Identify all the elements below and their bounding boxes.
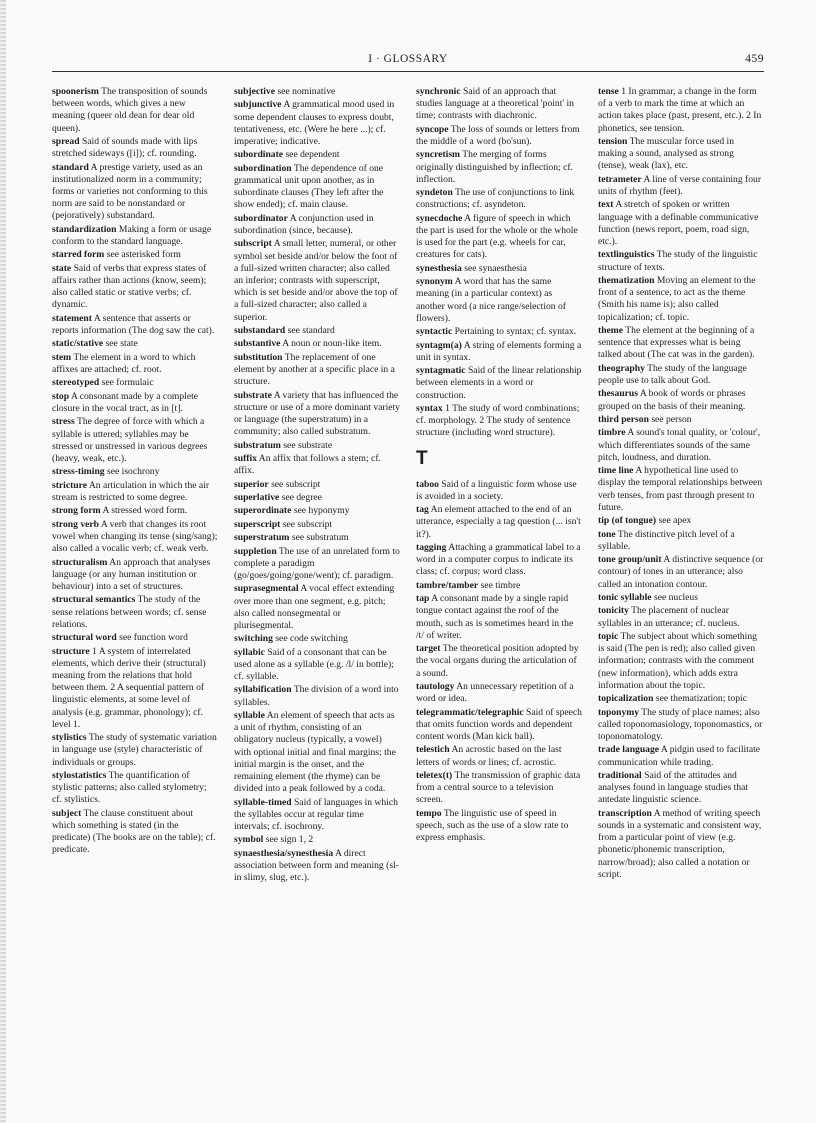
definition: An acrostic based on the last letters of words or lines; cf. acrostic. [416,744,562,768]
glossary-entry [52,313,218,337]
definition: see subscript [271,478,321,490]
headword: switching [234,633,273,645]
definition: see apex [658,515,692,527]
headword: structure [52,645,90,657]
headword: text [598,199,614,211]
headword: tap [416,593,430,605]
headword: synaesthesia/synesthesia [234,847,334,859]
headword: subjunctive [234,99,282,111]
glossary-entry [52,352,218,376]
definition: see synaesthesia [464,262,527,274]
glossary-entry [598,275,764,324]
glossary-entry [416,479,582,503]
glossary-entry [234,479,400,491]
glossary-entry [416,124,582,148]
headword: thesaurus [598,388,638,400]
glossary-entry [234,532,400,544]
headword: substandard [234,324,286,336]
headword: tetrameter [598,173,642,185]
definition: A verb that changes its root vowel when changing its tense (sing/sang); also called a vocalic verb; cf. weak verb. [52,518,218,555]
headword: tense [598,86,619,97]
glossary-entry [598,707,764,744]
glossary-entry [416,187,582,211]
definition: Said of the linear relationship between elements in a word or construction. [416,365,582,401]
headword: substitution [234,351,283,363]
definition: The transposition of sounds between words, which gives a new meaning (queer old dean for dear old queen). [52,86,208,134]
headword: subordinator [234,212,288,224]
headword: trade language [598,744,660,756]
glossary-entry [598,770,764,807]
definition: An unnecessary repetition of a word or idea. [416,680,574,705]
page-number: 459 [745,53,764,65]
definition: The transmission of graphic data from a central source to a television screen. [416,769,581,806]
glossary-column-4 [598,86,764,1096]
glossary-entry [234,338,400,350]
glossary-entry [598,515,764,527]
definition: The theoretical position adopted by the vocal organs during the articulation of a sound. [416,643,579,679]
definition: A noun or noun-like item. [282,338,382,350]
definition: A small letter, numeral, or other symbol set beside and/or below the foot of a full-sized written character; also called an inferior; contrasts with superscript, which is set beside and/or above the top of a full-sized character; also called a superior. [234,238,398,323]
headword: tambre/tamber [416,579,479,591]
definition: A line of verse containing four units of rhythm (feet). [598,173,762,197]
glossary-entry [234,710,400,795]
glossary-entry [598,414,764,426]
glossary-entry [52,86,218,135]
glossary-entry [234,453,400,477]
definition: A stressed word form. [102,505,188,517]
definition: see standard [287,324,335,336]
headword: tension [598,136,628,147]
headword: topicalization [598,693,654,705]
definition: The dependence of one grammatical unit upon another, as in subordinate clauses (They left after the show ended); cf. main clause. [234,162,384,211]
headword: tone group/unit [598,554,662,566]
headword: third person [598,413,649,425]
definition: see code switching [275,633,348,645]
glossary-entry [52,136,218,160]
glossary-entry [52,416,218,465]
definition: Pertaining to syntax; cf. syntax. [454,326,577,338]
headword: toponymy [598,706,640,718]
glossary-entry [234,213,400,237]
headword: structural word [52,632,117,644]
definition: The study of the sense relations between words; cf. sense relations. [52,594,207,630]
definition: A stretch of spoken or written language with a definable communicative function (news report, poem, road sign, etc.). [598,199,759,247]
glossary-entry [416,213,582,262]
definition: The muscular force used in making a sound, analysed as strong (tense), weak (lax), etc. [598,136,734,172]
headword: structural semantics [52,594,136,606]
headword: structuralism [52,556,108,568]
headword: tonic syllable [598,591,652,603]
headword: syllable-timed [234,796,292,808]
running-head-title: I · GLOSSARY [368,53,448,65]
headword: statement [52,312,92,324]
definition: A hypothetical line used to display the temporal relationships between verb tenses, from past through present to future. [598,465,763,513]
definition: The merging of forms originally distinguished by inflection; cf. inflection. [416,149,573,185]
glossary-entry [416,86,582,123]
glossary-entry [234,390,400,439]
definition: The loss of sounds or letters from the middle of a word (bo'sun). [416,123,580,147]
headword: subject [52,807,82,819]
glossary-entry [416,365,582,402]
glossary-column-1 [52,86,218,1096]
headword: superlative [234,491,280,503]
headword: stop [52,390,70,402]
definition: Said of speech that omits function words and dependent content words (Man kick ball). [416,706,582,742]
headword: suprasegmental [234,583,299,595]
headword: tautology [416,680,455,692]
glossary-entry [52,377,218,389]
definition: see substratum [291,532,349,544]
definition: The quantification of stylistic patterns; also called stylometry; cf. stylistics. [52,769,207,806]
glossary-column-2 [234,86,400,1096]
headword: substantive [234,338,281,350]
glossary-entry [416,593,582,642]
definition: see hyponymy [293,505,350,517]
glossary-entry [598,808,764,881]
definition: The placement of nuclear syllables in an utterance; cf. nucleus. [598,605,740,629]
headword: syncope [416,123,449,135]
glossary-entry [598,174,764,198]
definition: A variety that has influenced the structure or use of a more dominant variety or language (the superstratum) in a community; also called substratum. [234,389,400,438]
definition: A vocal effect extending over more than one segment, e.g. pitch; also called nonsegmental or plurisegmental. [234,583,395,631]
glossary-entry [52,466,218,478]
glossary-entry [52,338,218,350]
headword: superior [234,478,269,490]
definition: see state [105,338,138,350]
glossary-entry [234,505,400,517]
glossary-entry [234,86,400,98]
headword: stylostatistics [52,769,107,781]
definition: A conjunction used in subordination (since, because). [234,212,374,236]
headword: tempo [416,807,442,819]
headword: subordination [234,162,292,174]
glossary-entry [234,440,400,452]
glossary-entry [52,505,218,517]
headword: syndeton [416,187,453,199]
definition: The study of the linguistic structure of texts. [598,249,758,273]
glossary-entry [416,681,582,705]
headword: strong form [52,505,101,517]
glossary-entry [416,744,582,768]
definition: A prestige variety, used as an institutionalized norm in a community; forms or varieties not conforming to this norm are said to be nonstandard or (pejoratively) substandard. [52,161,208,222]
definition: A book of words or phrases grouped on the basis of their meaning. [598,388,746,412]
definition: The division of a word into syllables. [234,684,399,708]
definition: The study of place names; also called toponomasiology, toponomastics, or toponomatology. [598,706,763,742]
definition: Said of a consonant that can be used alone as a syllable (e.g. /l/ in bottle); cf. syllable. [234,646,394,683]
definition: The subject about which something is said (The pen is red); also called given information; contrasts with the comment (new information), which adds extra information about the topic. [598,630,757,691]
section-letter: T [416,447,428,469]
glossary-entry [416,643,582,680]
headword: transcription [598,807,652,819]
headword: tonicity [598,605,629,617]
header-rule [52,71,764,72]
glossary-entry [234,352,400,389]
glossary-entry [52,732,218,769]
definition: see dependent [285,149,340,161]
glossary-entry [234,797,400,834]
definition: Said of languages in which the syllables occur at regular time intervals; cf. isochrony. [234,796,398,833]
definition: The study of the language people use to talk about God. [598,362,747,386]
definition: The study of systematic variation in language use (style) characteristic of individuals or groups. [52,732,217,768]
headword: syntagmatic [416,365,466,377]
glossary-entry [598,249,764,273]
headword: stereotyped [52,377,100,389]
glossary-entry [416,808,582,845]
definition: see formulaic [101,377,154,389]
glossary-entry [598,465,764,514]
glossary-entry [234,238,400,323]
headword: superscript [234,518,281,530]
glossary-entry [234,647,400,684]
headword: standard [52,161,89,173]
definition: A pidgin used to facilitate communication while trading. [598,744,761,768]
headword: suppletion [234,545,277,557]
glossary-entry [598,427,764,464]
definition: see sign 1, 2 [265,834,314,846]
glossary-entry [598,325,764,362]
headword: traditional [598,769,642,781]
glossary-entry [234,519,400,531]
definition: A grammatical mood used in some dependent clauses to express doubt, tentativeness, etc. (Were he here ...); cf. imperative; indicative. [234,99,395,147]
glossary-entry [234,583,400,632]
glossary-entry [52,263,218,312]
headword: superordinate [234,505,292,517]
glossary-entry [598,592,764,604]
definition: A distinctive sequence (or contour) of tones in an utterance; also called an intonation contour. [598,554,764,590]
headword: tagging [416,541,447,553]
headword: tip (of tongue) [598,515,657,527]
headword: thematization [598,274,655,286]
definition: A consonant made by a complete closure in the vocal tract, as in [t]. [52,390,199,414]
headword: static/stative [52,338,104,350]
headword: syllabification [234,684,292,696]
headword: theme [598,324,624,336]
definition: 1 In grammar, a change in the form of a verb to mark the time at which an action takes place (past, present, etc.). 2 In phonetics, see tension. [598,86,762,134]
definition: The clause constituent about which something is stated (in the predicate) (The books are on the table); cf. predicate. [52,807,216,856]
glossary-entry [598,529,764,553]
glossary-entry [416,263,582,275]
glossary-entry [52,557,218,594]
definition: A sentence that asserts or reports information (The dog saw the cat). [52,312,215,336]
headword: symbol [234,834,264,846]
glossary-entry [598,605,764,629]
glossary-entry [234,149,400,161]
headword: timbre [598,427,626,439]
glossary-entry [598,86,764,135]
headword: superstratum [234,532,290,544]
headword: subjective [234,86,276,97]
headword: taboo [416,478,439,490]
definition: The element in a word to which affixes are attached; cf. root. [52,351,196,375]
glossary-entry [598,693,764,705]
headword: state [52,262,72,274]
glossary-entry [598,199,764,248]
definition: An approach that analyses language (or any human institution or behaviour) into a set of structures. [52,556,211,592]
glossary-entry [234,633,400,645]
definition: see substrate [283,439,333,451]
definition: 1 A system of interrelated elements, which derive their (structural) meaning from the relations that hold between them. 2 A sequential pattern of linguistic elements, at some level of analysis (e.g. grammar, phonology); cf. level 1. [52,645,206,730]
glossary-entry [52,808,218,857]
definition: A word that has the same meaning (in a particular context) as another word (a nice range/selection of flowers). [416,276,566,324]
glossary-entry [598,363,764,387]
definition: The replacement of one element by another at a specific place in a structure. [234,351,395,388]
definition: see isochrony [107,466,160,478]
glossary-entry [52,480,218,504]
glossary-entry [416,770,582,807]
headword: synesthesia [416,262,462,274]
definition: A method of writing speech sounds in a systematic and consistent way, from a particular point of view (e.g. phonetic/phonemic transcription, narrow/broad); also called a notation or script. [598,807,762,880]
definition: The element at the beginning of a sentence that expresses what is being talked about (The cat was in the garden). [598,324,755,361]
definition: see thematization; topic [655,693,747,705]
glossary-entry [234,325,400,337]
running-head [52,53,764,67]
glossary-entry [52,594,218,631]
headword: spread [52,136,80,147]
glossary-entry [52,646,218,731]
glossary-entry [234,684,400,708]
glossary-entry [234,546,400,583]
headword: strong verb [52,518,99,530]
glossary-entry [598,631,764,692]
definition: Said of verbs that express states of affairs rather than actions (know, seem); also called static or stative verbs; cf. dynamic. [52,262,207,311]
definition: see timbre [480,579,521,591]
headword: syntax [416,402,443,414]
glossary-entry [598,136,764,173]
definition: Said of a linguistic form whose use is avoided in a society. [416,478,577,502]
headword: stylistics [52,732,87,744]
glossary-columns [52,86,764,1096]
headword: syllabic [234,646,265,658]
glossary-entry [234,492,400,504]
definition: A sound's tonal quality, or 'colour', which differentiates sounds of the same pitch, loudness, and duration. [598,427,761,463]
glossary-entry [52,391,218,415]
headword: stem [52,351,72,363]
glossary-entry [52,162,218,223]
definition: The use of conjunctions to link constructions; cf. asyndeton. [416,187,575,211]
headword: topic [598,630,619,642]
glossary-entry [234,848,400,885]
definition: A string of elements forming a unit in syntax. [416,339,582,363]
headword: substratum [234,439,281,451]
headword: time line [598,465,634,477]
definition: The linguistic use of speed in speech, such as the use of a slow rate to express emphasis. [416,807,569,844]
glossary-entry [234,163,400,212]
glossary-entry [52,770,218,807]
glossary-entry [598,554,764,591]
glossary-entry [234,834,400,846]
headword: stress-timing [52,466,105,478]
definition: see asterisked form [106,249,181,261]
glossary-entry [416,580,582,592]
glossary-entry [416,707,582,744]
glossary-entry [416,326,582,338]
definition: An element of speech that acts as a unit of rhythm, consisting of an obligatory nucleus (typically, a vowel) with optional initial and final margins; the initial margin is the onset, and the remaining element (the rhyme) can be divided into a peak followed by a coda. [234,710,396,795]
headword: standardization [52,223,117,235]
headword: spoonerism [52,86,99,97]
glossary-entry [416,276,582,325]
definition: see nucleus [653,591,698,603]
glossary-entry [598,744,764,768]
headword: synonym [416,276,453,288]
headword: stress [52,416,75,428]
binding-edge [0,0,6,1123]
glossary-entry [416,403,582,440]
glossary-entry [52,519,218,556]
headword: subscript [234,238,272,250]
headword: starred form [52,249,105,261]
glossary-entry [52,224,218,248]
definition: see person [651,413,692,425]
headword: teletex(t) [416,769,453,781]
headword: target [416,643,441,655]
definition: see subscript [282,518,333,530]
headword: telegrammatic/telegraphic [416,706,524,718]
glossary-entry [234,99,400,148]
headword: suffix [234,452,257,464]
definition: The use of an unrelated form to complete a paradigm (go/goes/going/gone/went); cf. paradigm. [234,545,400,581]
headword: subordinate [234,149,284,161]
definition: 1 The study of word combinations; cf. morphology. 2 The study of sentence structure (including word structure). [416,402,580,439]
headword: substrate [234,389,272,401]
headword: tag [416,504,429,516]
headword: syllable [234,710,265,722]
headword: tone [598,528,616,540]
glossary-entry [52,632,218,644]
headword: syncretism [416,149,461,161]
headword: synecdoche [416,212,463,224]
definition: see function word [119,632,188,644]
definition: Said of sounds made with lips stretched sideways ([i]); cf. rounding. [52,136,198,160]
headword: syntactic [416,326,453,338]
glossary-entry [416,340,582,364]
glossary-column-3 [416,86,582,1096]
definition: A consonant made by a single rapid tongue contact against the roof of the mouth, such as is sometimes heard in the /t/ of writer. [416,593,574,641]
glossary-entry [416,542,582,579]
definition: Attaching a grammatical label to a word in a computer corpus to indicate its class; cf. corpus; word class. [416,541,581,578]
definition: see degree [281,491,322,503]
glossary-entry [416,149,582,186]
definition: An element attached to the end of an utterance, especially a tag question (... isn't it?). [416,504,581,540]
definition: The degree of force with which a syllable is uttered; syllables may be stressed or unstressed in various degrees (heavy, weak, etc.). [52,416,208,464]
definition: A figure of speech in which the part is used for the whole or the whole is used for the part (e.g. wheels for car, creatures for cats). [416,212,578,261]
glossary-entry [598,388,764,412]
definition: An articulation in which the air stream is restricted to some degree. [52,479,210,503]
definition: see nominative [277,86,336,97]
definition: Said of an approach that studies language at a theoretical 'point' in time; contrasts with diachronic. [416,86,574,122]
headword: textlinguistics [598,249,655,261]
definition: Said of the attitudes and analyses found in language studies that antedate linguistic science. [598,769,749,806]
glossary-entry [416,504,582,541]
headword: synchronic [416,86,461,97]
headword: stricture [52,479,87,491]
definition: The distinctive pitch level of a syllable. [598,528,735,552]
definition: An affix that follows a stem; cf. affix. [234,452,381,477]
definition: Making a form or usage conform to the standard language. [52,223,212,247]
glossary-entry [52,249,218,261]
definition: A direct association between form and meaning (sl- in slimy, slug, etc.). [234,847,399,884]
definition: Moving an element to the front of a sentence, to act as the theme (Smith his name is); also called topicalization; cf. topic. [598,274,756,323]
headword: syntagm(a) [416,339,462,351]
headword: telestich [416,744,450,756]
headword: theography [598,362,645,374]
